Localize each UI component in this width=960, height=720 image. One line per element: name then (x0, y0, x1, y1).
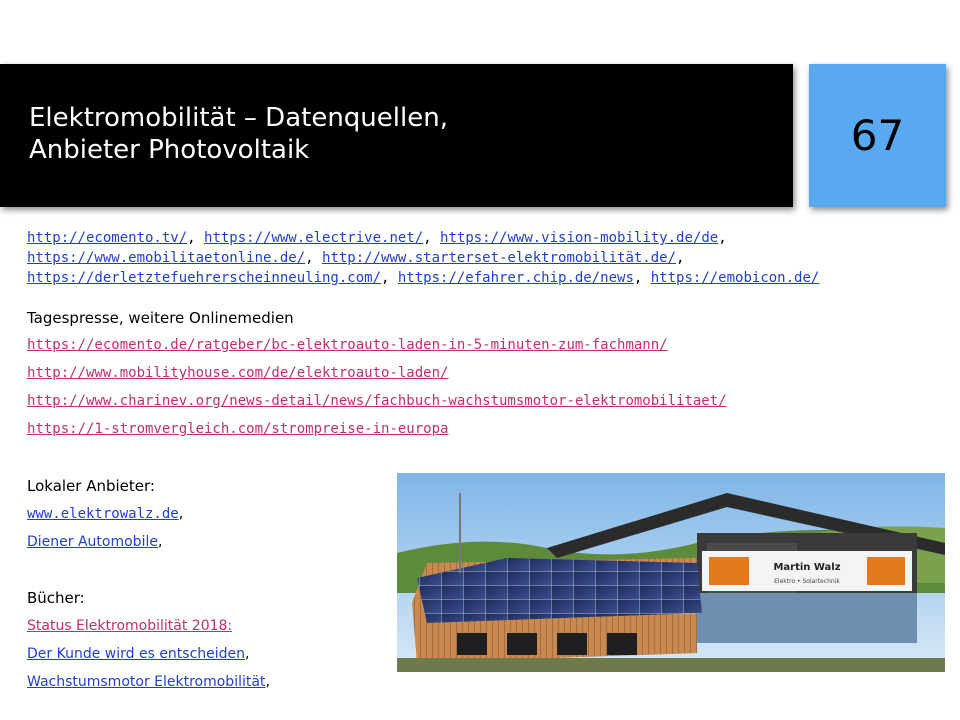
link-elektrowalz[interactable]: www.elektrowalz.de (27, 506, 179, 522)
press-link-row (27, 336, 668, 354)
slide-title-line2: Anbieter Photovoltaik (29, 135, 310, 165)
photo-sign-sub: Elektro • Solartechnik (774, 578, 840, 585)
separator: , (676, 250, 685, 266)
separator: , (245, 646, 250, 662)
books-heading: Bücher: (27, 589, 85, 607)
link-status-elektromobilitaet[interactable]: Status Elektromobilität 2018: (27, 618, 233, 634)
page-number: 67 (850, 111, 905, 160)
link-ecomento-tv[interactable]: http://ecomento.tv/ (27, 230, 188, 246)
link-der-kunde[interactable]: Der Kunde wird es entscheiden (27, 646, 246, 662)
book-item (27, 673, 270, 691)
separator: , (178, 506, 184, 522)
separator: , (633, 270, 651, 286)
link-derletztefuehrerscheinneuling[interactable]: https://derletztefuehrerscheinneuling.com/ (27, 270, 382, 286)
link-wachstumsmotor[interactable]: Wachstumsmotor Elektromobilität (27, 674, 266, 690)
separator: , (381, 270, 398, 286)
press-link-stromvergleich[interactable]: https://1-stromvergleich.com/strompreise-in-europa (27, 421, 449, 437)
solar-building-illustration (397, 473, 945, 672)
book-item (27, 645, 250, 663)
source-links-line-3 (27, 269, 819, 287)
link-emobicon[interactable]: https://emobicon.de/ (650, 270, 820, 286)
slide-title (29, 102, 448, 166)
press-link-row (27, 392, 727, 410)
book-item (27, 617, 232, 635)
press-link-ecomento[interactable]: https://ecomento.de/ratgeber/bc-elektroauto-laden-in-5-minuten-zum-fachmann/ (27, 337, 668, 353)
link-starterset[interactable]: http://www.starterset-elektromobilität.de/ (322, 250, 677, 266)
link-electrive[interactable]: https://www.electrive.net/ (204, 230, 424, 246)
local-heading: Lokaler Anbieter: (27, 477, 155, 495)
link-diener-automobile[interactable]: Diener Automobile (27, 534, 158, 550)
separator: , (305, 250, 323, 266)
separator: , (718, 230, 727, 246)
separator: , (157, 534, 163, 550)
local-item (27, 533, 162, 551)
press-link-row (27, 420, 448, 438)
photo-sign-name: Martin Walz (773, 562, 841, 573)
separator: , (265, 674, 270, 690)
press-heading: Tagespresse, weitere Onlinemedien (27, 309, 294, 327)
press-link-charinev[interactable]: http://www.charinev.org/news-detail/news/fachbuch-wachstumsmotor-elektromobilitaet/ (27, 393, 727, 409)
solar-building-photo (397, 473, 945, 672)
link-vision-mobility[interactable]: https://www.vision-mobility.de/de (440, 230, 719, 246)
local-item (27, 505, 183, 523)
source-links-line-2 (27, 249, 684, 267)
press-link-row (27, 364, 448, 382)
link-emobilitaetonline[interactable]: https://www.emobilitaetonline.de/ (27, 250, 306, 266)
separator: , (187, 230, 205, 246)
link-efahrer[interactable]: https://efahrer.chip.de/news (397, 270, 634, 286)
source-links-line-1 (27, 229, 727, 247)
press-link-mobilityhouse[interactable]: http://www.mobilityhouse.com/de/elektroauto-laden/ (27, 365, 449, 381)
slide-title-line1: Elektromobilität – Datenquellen, (29, 103, 448, 133)
separator: , (423, 230, 441, 246)
